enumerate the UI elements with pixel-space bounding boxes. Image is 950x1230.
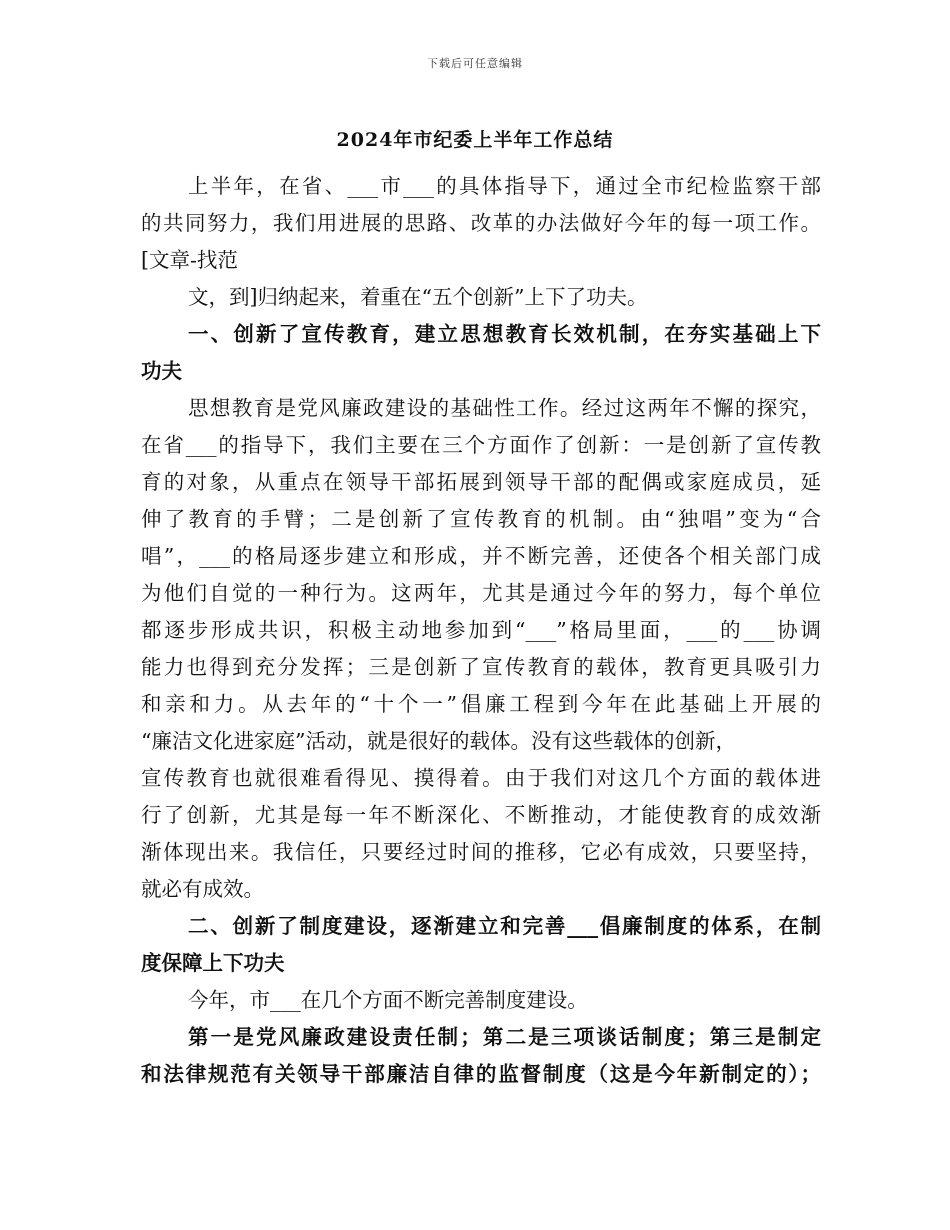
- paragraph-line: 在省___的指导下，我们主要在三个方面作了创新：一是创新了宣传教: [141, 433, 821, 457]
- paragraph-line: 唱”，___的格局逐步建立和形成，并不断完善，还使各个相关部门成: [141, 544, 821, 568]
- paragraph-line: 和亲和力。从去年的“十个一”倡廉工程到今年在此基础上开展的: [141, 692, 821, 716]
- paragraph-line: 的共同努力，我们用进展的思路、改革的办法做好今年的每一项工作。: [141, 211, 821, 235]
- paragraph-line: [文章-找范: [141, 248, 238, 272]
- paragraph-line: 育的对象，从重点在领导干部拓展到领导干部的配偶或家庭成员，延: [141, 470, 821, 494]
- document-body: [141, 168, 821, 1093]
- heading-line: 功夫: [141, 359, 182, 383]
- paragraph-line: 行了创新，尤其是每一年不断深化、不断推动，才能使教育的成效渐: [141, 803, 821, 827]
- paragraph-line: 为他们自觉的一种行为。这两年，尤其是通过今年的努力，每个单位: [141, 581, 821, 605]
- paragraph-line: 今年，市___在几个方面不断完善制度建设。: [188, 988, 588, 1012]
- paragraph-line: 上半年，在省、___市___的具体指导下，通过全市纪检监察干部: [188, 174, 821, 198]
- paragraph-line: 都逐步形成共识，积极主动地参加到“___”格局里面，___的___协调: [141, 618, 821, 642]
- paragraph-line: 文，到]归纳起来，着重在“五个创新”上下了功夫。: [188, 285, 648, 309]
- paragraph-line: 就必有成效。: [141, 877, 264, 901]
- header-note: 下载后可任意编辑: [427, 57, 523, 70]
- document-title: 2024年市纪委上半年工作总结: [336, 129, 614, 151]
- paragraph-line: 渐体现出来。我信任，只要经过时间的推移，它必有成效，只要坚持，: [141, 840, 821, 864]
- heading-line: 第一是党风廉政建设责任制；第二是三项谈话制度；第三是制定: [188, 1025, 821, 1049]
- paragraph-line: 宣传教育也就很难看得见、摸得着。由于我们对这几个方面的载体进: [141, 766, 821, 790]
- paragraph-line: 思想教育是党风廉政建设的基础性工作。经过这两年不懈的探究，: [188, 396, 821, 420]
- heading-line: 和法律规范有关领导干部廉洁自律的监督制度（这是今年新制定的）；: [141, 1062, 821, 1086]
- heading-line: 二、创新了制度建设，逐渐建立和完善___倡廉制度的体系，在制: [188, 914, 821, 938]
- paragraph-line: 能力也得到充分发挥；三是创新了宣传教育的载体，教育更具吸引力: [141, 655, 821, 679]
- heading-line: 度保障上下功夫: [141, 951, 285, 975]
- paragraph-line: “廉洁文化进家庭”活动，就是很好的载体。没有这些载体的创新，: [141, 729, 736, 753]
- heading-line: 一、创新了宣传教育，建立思想教育长效机制，在夯实基础上下: [188, 322, 821, 346]
- paragraph-line: 伸了教育的手臂；二是创新了宣传教育的机制。由“独唱”变为“合: [141, 507, 821, 531]
